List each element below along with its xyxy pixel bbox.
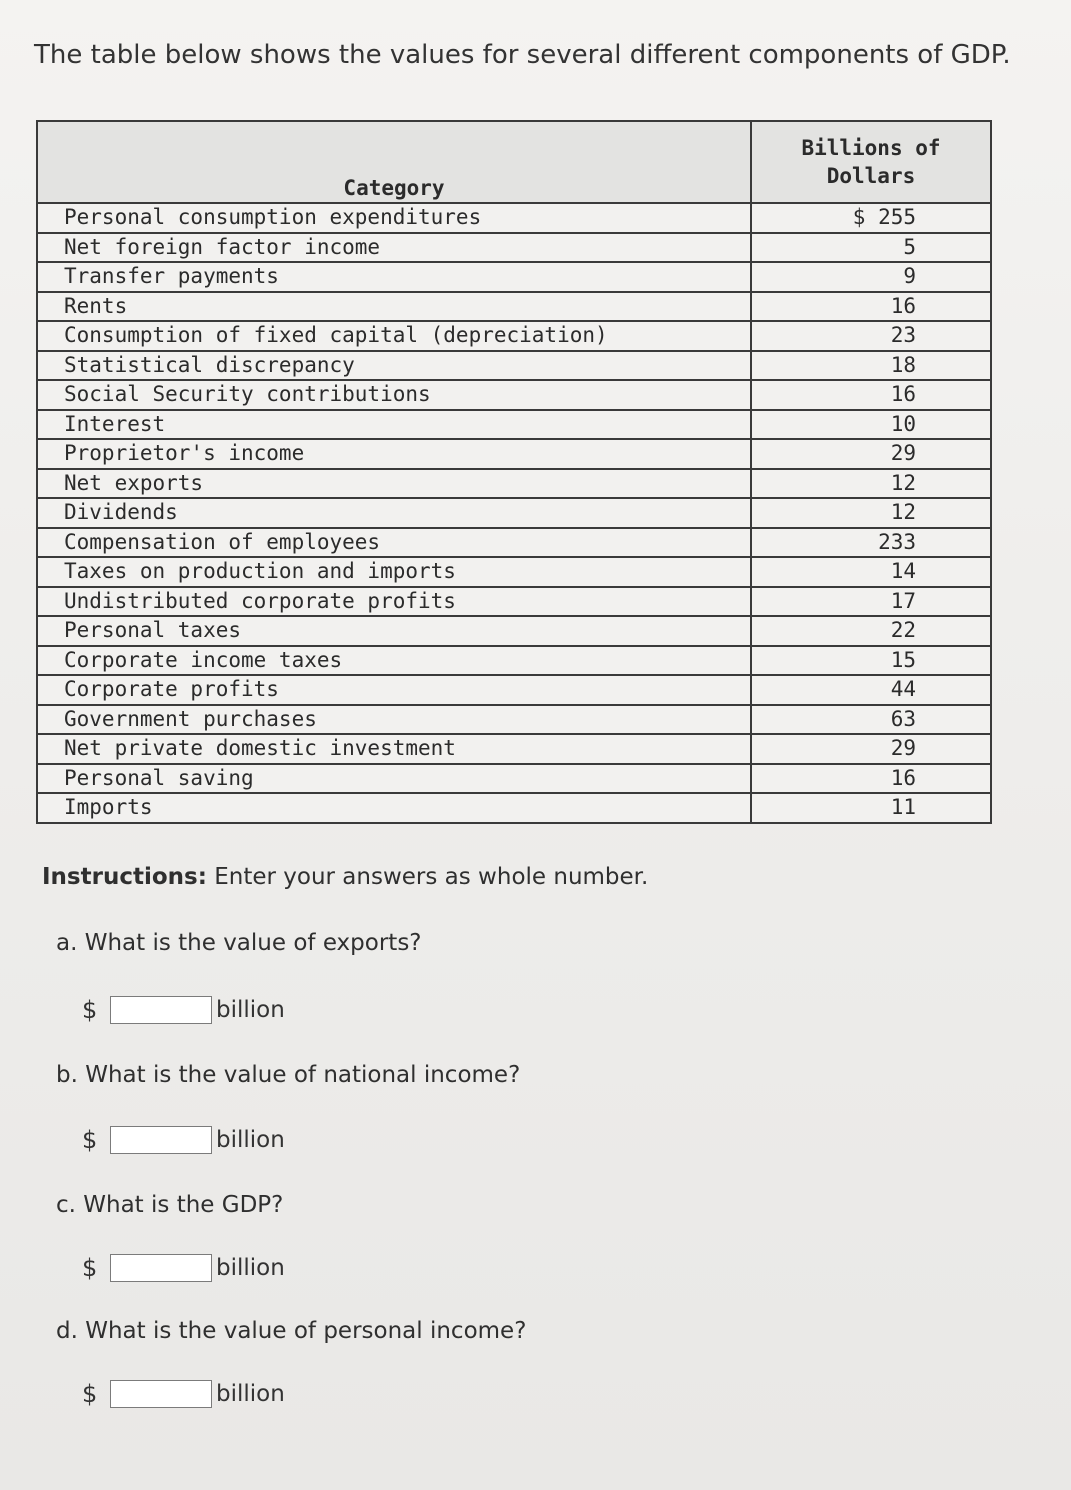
row-category: Government purchases	[37, 705, 751, 735]
table-row	[37, 498, 991, 528]
table-row	[37, 705, 991, 735]
table-row	[37, 675, 991, 705]
table-row	[37, 410, 991, 440]
category-column-header: Category	[37, 121, 751, 203]
row-value: 12	[751, 469, 991, 499]
row-value: 11	[751, 793, 991, 823]
row-category: Net exports	[37, 469, 751, 499]
table-row	[37, 557, 991, 587]
instructions-text: Enter your answers as whole number.	[206, 864, 649, 890]
row-category: Net foreign factor income	[37, 233, 751, 263]
row-category: Compensation of employees	[37, 528, 751, 558]
currency-symbol: $	[82, 1254, 98, 1282]
row-value: 233	[751, 528, 991, 558]
row-category: Imports	[37, 793, 751, 823]
exports-answer-input[interactable]	[110, 996, 212, 1024]
personal-income-answer-input[interactable]	[110, 1380, 212, 1408]
row-value: 44	[751, 675, 991, 705]
question-a: a. What is the value of exports?	[56, 930, 422, 956]
row-category: Interest	[37, 410, 751, 440]
table-row	[37, 528, 991, 558]
currency-symbol: $	[82, 1380, 98, 1408]
row-value: 16	[751, 764, 991, 794]
row-value: 10	[751, 410, 991, 440]
row-category: Consumption of fixed capital (depreciation)	[37, 321, 751, 351]
table-row	[37, 734, 991, 764]
instructions-lead: Instructions:	[42, 864, 207, 890]
unit-label: billion	[216, 1255, 285, 1281]
row-value: 5	[751, 233, 991, 263]
row-category: Corporate profits	[37, 675, 751, 705]
answer-row-c	[82, 1254, 285, 1282]
row-value: $ 255	[751, 203, 991, 233]
row-value: 9	[751, 262, 991, 292]
row-category: Proprietor's income	[37, 439, 751, 469]
intro-text: The table below shows the values for several different components of GDP.	[34, 40, 1011, 70]
row-category: Personal consumption expenditures	[37, 203, 751, 233]
table-row	[37, 793, 991, 823]
row-value: 14	[751, 557, 991, 587]
gdp-components-table	[36, 120, 992, 824]
row-value: 16	[751, 292, 991, 322]
row-value: 63	[751, 705, 991, 735]
table-row	[37, 646, 991, 676]
table-row	[37, 292, 991, 322]
value-header-line1: Billions of	[801, 135, 941, 160]
unit-label: billion	[216, 1381, 285, 1407]
currency-symbol: $	[82, 1126, 98, 1154]
gdp-answer-input[interactable]	[110, 1254, 212, 1282]
row-value: 18	[751, 351, 991, 381]
row-value: 17	[751, 587, 991, 617]
row-value: 23	[751, 321, 991, 351]
row-category: Transfer payments	[37, 262, 751, 292]
table-header-row	[37, 121, 991, 203]
row-category: Personal saving	[37, 764, 751, 794]
value-header-line2: Dollars	[826, 164, 916, 188]
row-value: 29	[751, 439, 991, 469]
row-value: 29	[751, 734, 991, 764]
row-category: Dividends	[37, 498, 751, 528]
instructions	[42, 864, 648, 890]
table-row	[37, 439, 991, 469]
row-category: Undistributed corporate profits	[37, 587, 751, 617]
answer-row-d	[82, 1380, 285, 1408]
table-row	[37, 764, 991, 794]
row-value: 15	[751, 646, 991, 676]
row-category: Personal taxes	[37, 616, 751, 646]
row-category: Net private domestic investment	[37, 734, 751, 764]
table-row	[37, 351, 991, 381]
row-value: 22	[751, 616, 991, 646]
unit-label: billion	[216, 1127, 285, 1153]
table-row	[37, 233, 991, 263]
answer-row-b	[82, 1126, 285, 1154]
value-column-header	[751, 121, 991, 203]
table-row	[37, 203, 991, 233]
table-row	[37, 616, 991, 646]
question-d: d. What is the value of personal income?	[56, 1318, 527, 1344]
unit-label: billion	[216, 997, 285, 1023]
row-category: Social Security contributions	[37, 380, 751, 410]
row-category: Statistical discrepancy	[37, 351, 751, 381]
row-value: 16	[751, 380, 991, 410]
row-category: Taxes on production and imports	[37, 557, 751, 587]
currency-symbol: $	[82, 996, 98, 1024]
table-row	[37, 321, 991, 351]
table-row	[37, 469, 991, 499]
row-category: Rents	[37, 292, 751, 322]
table-row	[37, 262, 991, 292]
row-value: 12	[751, 498, 991, 528]
table-row	[37, 380, 991, 410]
question-b: b. What is the value of national income?	[56, 1062, 521, 1088]
row-category: Corporate income taxes	[37, 646, 751, 676]
table-row	[37, 587, 991, 617]
question-c: c. What is the GDP?	[56, 1192, 284, 1218]
answer-row-a	[82, 996, 285, 1024]
national-income-answer-input[interactable]	[110, 1126, 212, 1154]
